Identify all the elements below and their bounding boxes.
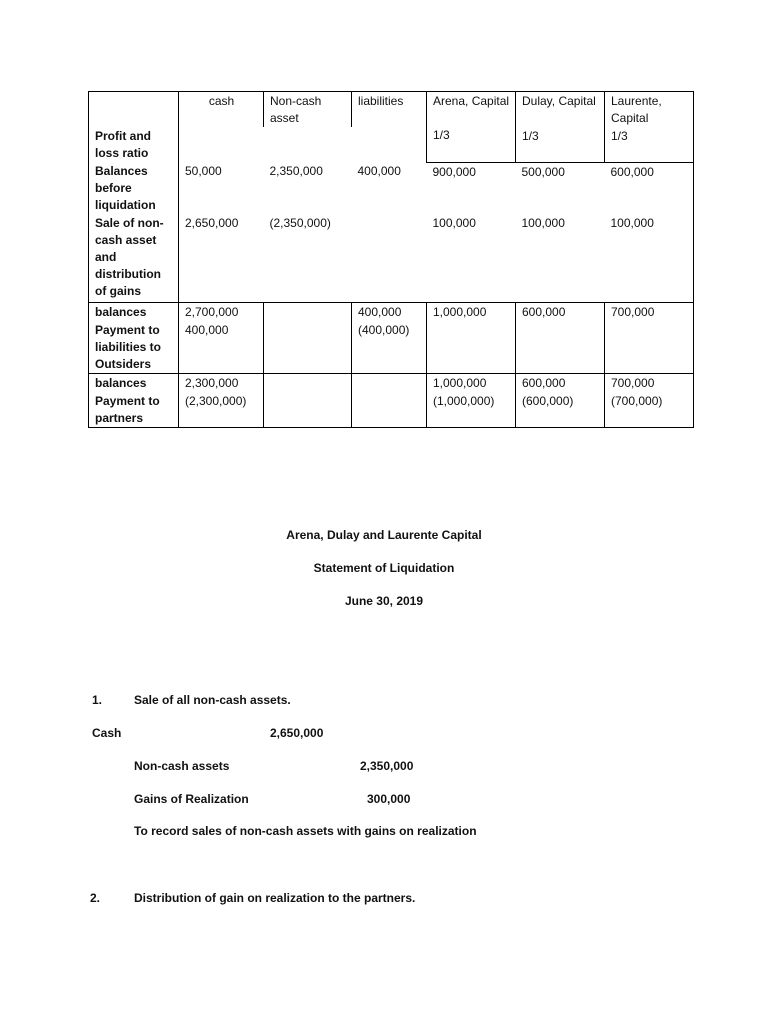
entry-1-credit1-amount: 2,350,000 [360, 759, 414, 773]
table-row: Sale of non-cash asset and distribution of gains 2,650,000 (2,350,000) 100,000 100,000 100,000 [89, 214, 694, 302]
entry-2-number: 2. [90, 891, 101, 905]
entry-1-credit1-account: Non-cash assets [134, 759, 230, 773]
entry-1-description: Sale of all non-cash assets. [134, 693, 291, 707]
header-row [89, 92, 694, 128]
liquidation-table [88, 91, 694, 428]
header-noncash: Non-cash asset [264, 92, 352, 128]
entry-1-debit-amount: 2,650,000 [270, 726, 324, 740]
header-cash: cash [179, 92, 264, 128]
row-label: balances [89, 302, 179, 321]
header-liabilities: liabilities [352, 92, 427, 128]
table-row: balances 2,700,000 400,000 1,000,000 600,000 700,000 [89, 302, 694, 321]
header-arena: Arena, Capital [427, 92, 516, 128]
row-label: Payment to liabilities to Outsiders [89, 321, 179, 374]
header-dulay: Dulay, Capital [516, 92, 605, 128]
row-label: Profit and loss ratio [89, 127, 179, 162]
row-label: Payment to partners [89, 392, 179, 428]
entry-1-debit-account: Cash [92, 726, 122, 740]
table-row: Balances before liquidation 50,000 2,350,000 400,000 900,000 500,000 600,000 [89, 162, 694, 214]
table-row: Payment to liabilities to Outsiders 400,000 (400,000) [89, 321, 694, 374]
table-row [89, 127, 694, 162]
header-laurente: Laurente, Capital [605, 92, 694, 128]
row-label: Sale of non-cash asset and distribution of gains [89, 214, 179, 302]
statement-company: Arena, Dulay and Laurente Capital [286, 528, 482, 542]
entry-1-memo: To record sales of non-cash assets with gains on realization [134, 824, 477, 838]
ratio-dulay: 1/3 [516, 127, 605, 162]
ratio-arena: 1/3 [427, 127, 516, 162]
entry-2-description: Distribution of gain on realization to the partners. [134, 891, 416, 905]
table-row: balances 2,300,000 1,000,000 600,000 700,000 [89, 374, 694, 393]
row-label: balances [89, 374, 179, 393]
table-row: Payment to partners (2,300,000) (1,000,000) (600,000) (700,000) [89, 392, 694, 428]
ratio-laurente: 1/3 [605, 127, 694, 162]
row-label: Balances before liquidation [89, 162, 179, 214]
entry-1-credit2-amount: 300,000 [367, 792, 411, 806]
entry-1-number: 1. [92, 693, 103, 707]
statement-date: June 30, 2019 [344, 594, 424, 608]
statement-title: Statement of Liquidation [313, 561, 455, 575]
entry-1-credit2-account: Gains of Realization [134, 792, 249, 806]
